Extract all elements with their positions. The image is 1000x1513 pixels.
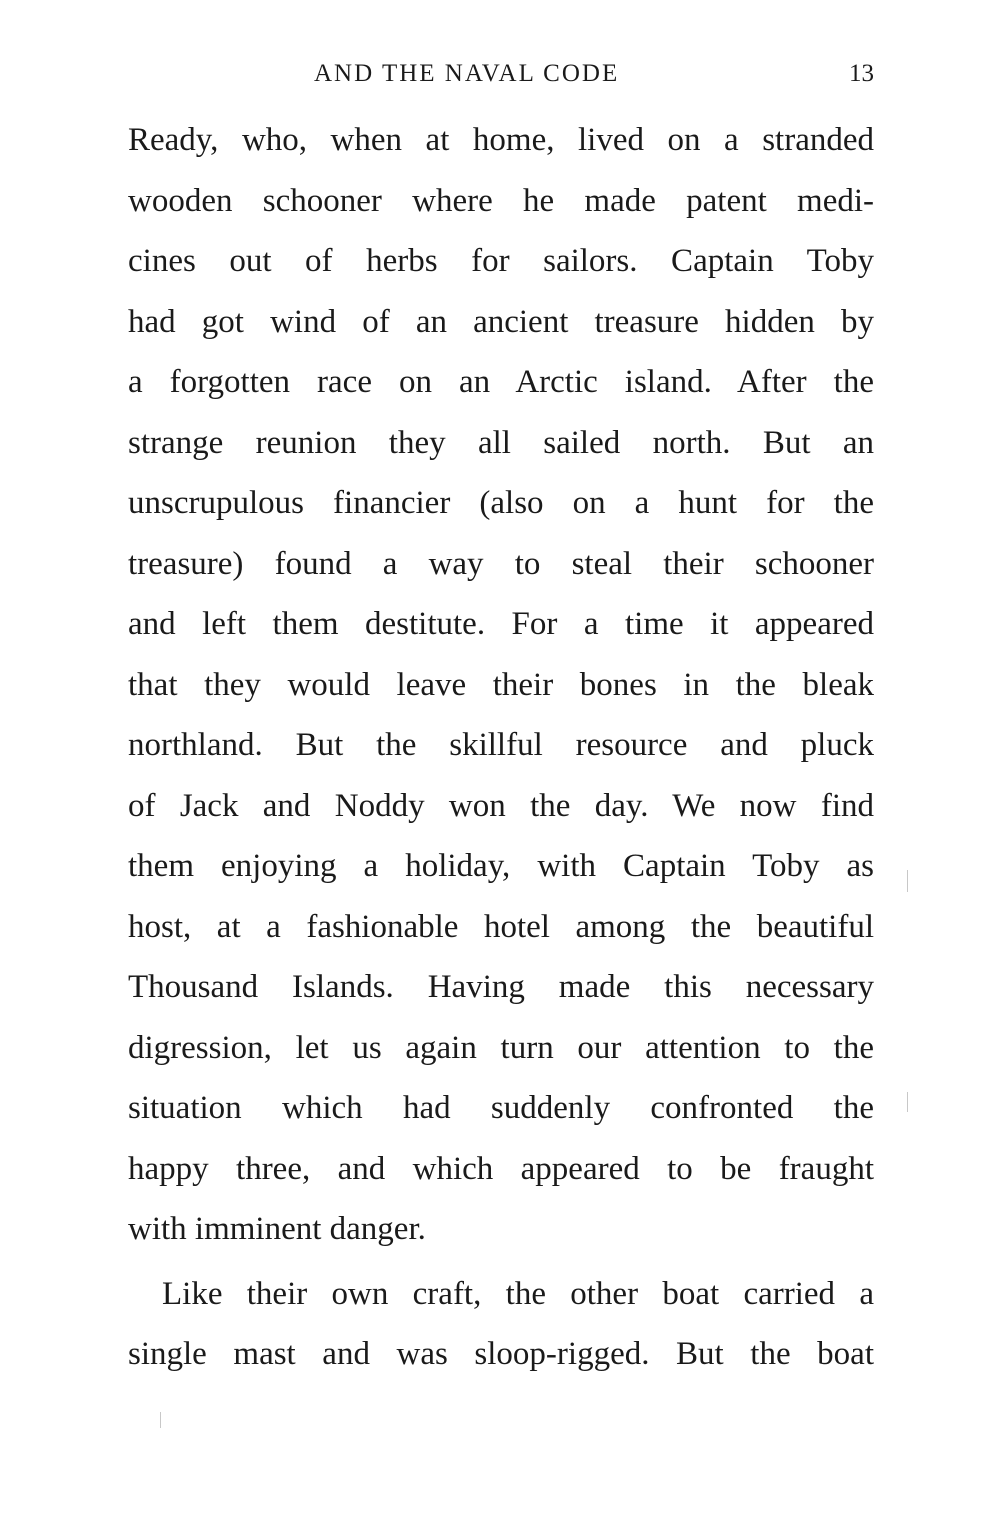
paragraph-1 — [128, 118, 874, 1268]
paragraph-2 — [128, 1272, 874, 1393]
text-line: situation which had suddenly confronted the — [128, 1090, 874, 1126]
running-title: AND THE NAVAL CODE — [314, 60, 620, 87]
body-text — [128, 118, 874, 1393]
text-line: Like their own craft, the other boat carried a — [162, 1275, 874, 1312]
page-number: 13 — [849, 60, 874, 87]
margin-scan-mark — [160, 1412, 161, 1428]
text-line: wooden schooner where he made patent medi- — [128, 182, 874, 219]
text-line: Ready, who, when at home, lived on a stranded — [128, 122, 874, 158]
margin-scan-mark — [907, 870, 908, 892]
text-line: unscrupulous financier (also on a hunt for the — [128, 485, 874, 521]
text-line: single mast and was sloop-rigged. But the boat — [128, 1336, 874, 1372]
text-line: Thousand Islands. Having made this necessary — [128, 969, 874, 1005]
text-line: host, at a fashionable hotel among the beautiful — [128, 908, 874, 945]
text-line: with imminent danger. — [128, 1211, 426, 1247]
text-line: of Jack and Noddy won the day. We now find — [128, 787, 874, 824]
text-line: and left them destitute. For a time it appeared — [128, 606, 874, 642]
text-line: northland. But the skillful resource and pluck — [128, 727, 874, 763]
text-line: happy three, and which appeared to be fraught — [128, 1150, 874, 1187]
text-line: them enjoying a holiday, with Captain Toby as — [128, 848, 874, 884]
text-line: a forgotten race on an Arctic island. After the — [128, 364, 874, 400]
text-line: digression, let us again turn our attention to the — [128, 1029, 874, 1066]
text-line: that they would leave their bones in the bleak — [128, 666, 874, 703]
running-head — [128, 60, 874, 100]
margin-scan-mark — [907, 1092, 908, 1112]
text-line: had got wind of an ancient treasure hidden by — [128, 303, 874, 340]
text-line: treasure) found a way to steal their schooner — [128, 545, 874, 582]
text-line: strange reunion they all sailed north. But an — [128, 424, 874, 461]
text-line: cines out of herbs for sailors. Captain Toby — [128, 243, 874, 279]
